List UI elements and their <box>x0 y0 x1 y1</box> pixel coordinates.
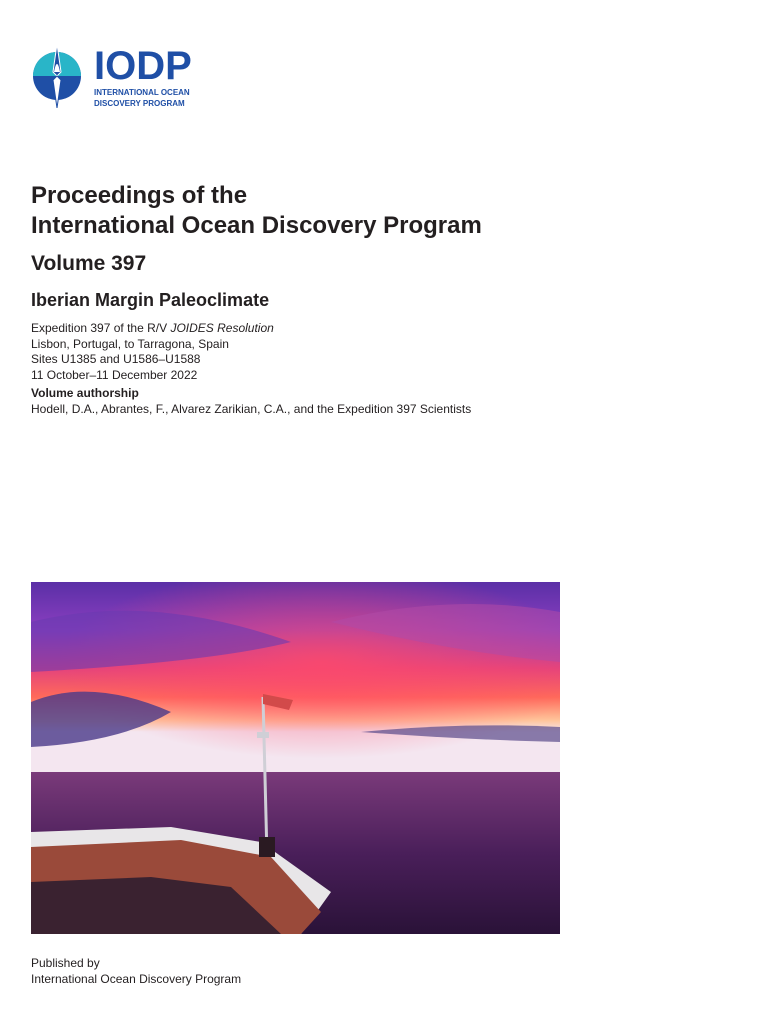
title-line2: International Ocean Discovery Program <box>31 212 482 239</box>
iodp-logo <box>30 42 200 112</box>
publisher-name: International Ocean Discovery Program <box>31 972 242 986</box>
expedition-dates: 11 October–11 December 2022 <box>31 367 198 382</box>
expedition-route: Lisbon, Portugal, to Tarragona, Spain <box>31 336 229 351</box>
expedition-sites: Sites U1385 and U1586–U1588 <box>31 352 201 367</box>
expedition-info <box>31 321 471 418</box>
logo-subtitle-line1: INTERNATIONAL OCEAN <box>94 88 190 97</box>
authorship-names: Hodell, D.A., Abrantes, F., Alvarez Zarikian, C.A., and the Expedition 397 Scientists <box>31 401 472 416</box>
expedition-prefix: Expedition 397 of the R/V <box>31 321 171 335</box>
page-title <box>31 181 651 241</box>
ship-name: JOIDES Resolution <box>170 321 274 335</box>
volume-subtitle: Iberian Margin Paleoclimate <box>31 290 270 310</box>
expedition-vessel-line <box>31 321 471 337</box>
publisher-block <box>31 955 241 987</box>
sunset-over-sea-from-ship-bow-image <box>31 582 560 934</box>
authorship-label: Volume authorship <box>31 386 139 401</box>
published-by-label: Published by <box>31 956 100 970</box>
title-line1: Proceedings of the <box>31 182 248 209</box>
volume-number: Volume 397 <box>31 252 147 275</box>
compass-globe-icon <box>30 42 84 108</box>
logo-abbreviation: IODP <box>94 44 192 88</box>
logo-subtitle-line2: DISCOVERY PROGRAM <box>94 99 185 108</box>
